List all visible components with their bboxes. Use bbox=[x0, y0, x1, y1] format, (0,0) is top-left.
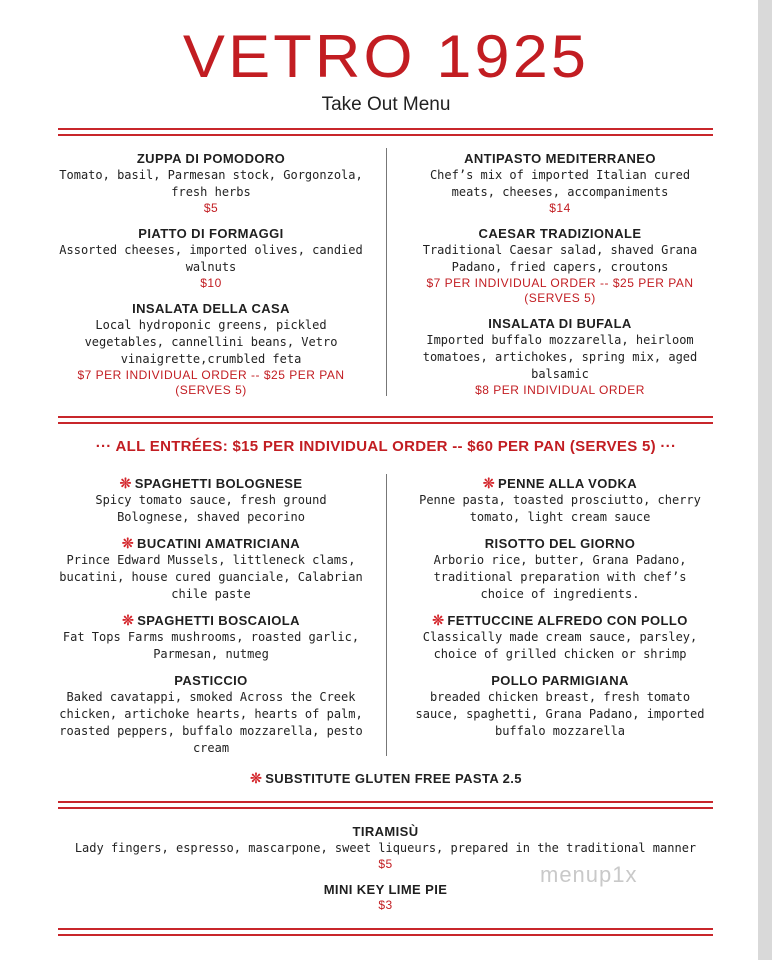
gluten-free-note-text: SUBSTITUTE GLUTEN FREE PASTA 2.5 bbox=[265, 771, 522, 786]
item-name: ZUPPA DI POMODORO bbox=[136, 151, 286, 166]
menu-item bbox=[410, 612, 710, 663]
item-price: $5 bbox=[203, 201, 219, 215]
menu-item bbox=[58, 672, 364, 757]
item-name: POLLO PARMIGIANA bbox=[491, 673, 629, 688]
item-description: Penne pasta, toasted prosciutto, cherry tomato, light cream sauce bbox=[419, 493, 701, 524]
column-divider-starters bbox=[386, 148, 387, 396]
item-description: breaded chicken breast, fresh tomato sauce, spaghetti, Grana Padano, imported buffalo mozzarella bbox=[415, 690, 705, 738]
starters-right-column bbox=[410, 150, 710, 407]
column-divider-entrees bbox=[386, 474, 387, 756]
menu-item bbox=[58, 475, 364, 526]
menu-item bbox=[410, 315, 710, 398]
item-description: Imported buffalo mozzarella, heirloom tomatoes, artichokes, spring mix, aged balsamic bbox=[422, 333, 698, 381]
menu-item bbox=[58, 225, 364, 291]
entrees-right-column bbox=[410, 475, 710, 749]
divider-starters bbox=[58, 416, 713, 424]
divider-bottom bbox=[58, 928, 713, 936]
item-name: ANTIPASTO MEDITERRANEO bbox=[464, 151, 656, 166]
item-name: INSALATA DELLA CASA bbox=[132, 301, 290, 316]
item-description: Assorted cheeses, imported olives, candied walnuts bbox=[59, 243, 363, 274]
gluten-free-icon: ❊ bbox=[482, 475, 496, 491]
menu-item bbox=[410, 475, 710, 526]
menu-item bbox=[410, 225, 710, 306]
item-description: Lady fingers, espresso, mascarpone, sweet liqueurs, prepared in the traditional manner bbox=[74, 841, 697, 855]
starters-left-column bbox=[58, 150, 364, 407]
item-name: FETTUCCINE ALFREDO CON POLLO bbox=[447, 613, 688, 628]
item-name: PENNE ALLA VODKA bbox=[498, 476, 638, 491]
page-frame bbox=[758, 0, 772, 960]
divider-top bbox=[58, 128, 713, 136]
item-price: $5 bbox=[378, 857, 393, 871]
item-name: RISOTTO DEL GIORNO bbox=[484, 536, 636, 551]
item-name: SPAGHETTI BOLOGNESE bbox=[134, 476, 303, 491]
item-name: BUCATINI AMATRICIANA bbox=[137, 536, 301, 551]
item-description: Chef’s mix of imported Italian cured meats, cheeses, accompaniments bbox=[429, 168, 691, 199]
item-name: MINI KEY LIME PIE bbox=[323, 882, 448, 897]
entrees-price-banner: ··· ALL ENTRÉES: $15 PER INDIVIDUAL ORDER -- $60 PER PAN (SERVES 5) ··· bbox=[95, 438, 677, 455]
menu-item bbox=[410, 672, 710, 740]
item-description: Prince Edward Mussels, littleneck clams, bucatini, house cured guanciale, Calabrian chile paste bbox=[59, 553, 363, 601]
gluten-free-icon: ❊ bbox=[119, 475, 132, 491]
item-name: INSALATA DI BUFALA bbox=[488, 316, 632, 331]
gluten-free-icon: ❊ bbox=[250, 770, 263, 786]
gluten-free-icon: ❊ bbox=[121, 535, 135, 551]
gluten-free-icon: ❊ bbox=[122, 612, 135, 628]
menu-item bbox=[410, 150, 710, 216]
restaurant-title: VETRO 1925 bbox=[182, 23, 590, 90]
menu-item bbox=[410, 535, 710, 603]
entrees-left-column bbox=[58, 475, 364, 766]
menu-item bbox=[58, 150, 364, 216]
item-description: Fat Tops Farms mushrooms, roasted garlic, Parmesan, nutmeg bbox=[62, 630, 360, 661]
item-name: PASTICCIO bbox=[174, 673, 248, 688]
watermark: menup1x bbox=[540, 862, 638, 887]
item-price: $8 PER INDIVIDUAL ORDER bbox=[475, 383, 645, 397]
item-description: Local hydroponic greens, pickled vegetables, cannellini beans, Vetro vinaigrette,crumbled feta bbox=[84, 318, 338, 366]
item-description: Classically made cream sauce, parsley, choice of grilled chicken or shrimp bbox=[422, 630, 698, 661]
item-price: $10 bbox=[200, 276, 222, 290]
item-description: Baked cavatappi, smoked Across the Creek chicken, artichoke hearts, hearts of palm, roasted peppers, buffalo mozzarella, pesto cream bbox=[59, 690, 363, 755]
item-price: $3 bbox=[378, 898, 393, 912]
divider-entrees bbox=[58, 801, 713, 809]
gluten-free-note bbox=[0, 770, 772, 787]
menu-item bbox=[58, 535, 364, 603]
item-description: Spicy tomato sauce, fresh ground Bolognese, shaved pecorino bbox=[95, 493, 327, 524]
item-name: SPAGHETTI BOSCAIOLA bbox=[137, 613, 300, 628]
item-description: Traditional Caesar salad, shaved Grana Padano, fried capers, croutons bbox=[422, 243, 698, 274]
item-name: CAESAR TRADIZIONALE bbox=[478, 226, 642, 241]
item-description: Tomato, basil, Parmesan stock, Gorgonzola, fresh herbs bbox=[59, 168, 363, 199]
menu-item bbox=[58, 300, 364, 398]
item-name: TIRAMISÙ bbox=[352, 824, 419, 839]
item-name: PIATTO DI FORMAGGI bbox=[138, 226, 284, 241]
item-price: $7 PER INDIVIDUAL ORDER -- $25 PER PAN (SERVES 5) bbox=[426, 276, 694, 305]
item-price: $14 bbox=[549, 201, 571, 215]
gluten-free-icon: ❊ bbox=[432, 612, 445, 628]
item-description: Arborio rice, butter, Grana Padano, traditional preparation with chef’s choice of ingredients. bbox=[433, 553, 687, 601]
item-price: $7 PER INDIVIDUAL ORDER -- $25 PER PAN (SERVES 5) bbox=[77, 368, 345, 397]
menu-subtitle: Take Out Menu bbox=[321, 94, 451, 115]
menu-item bbox=[58, 612, 364, 663]
